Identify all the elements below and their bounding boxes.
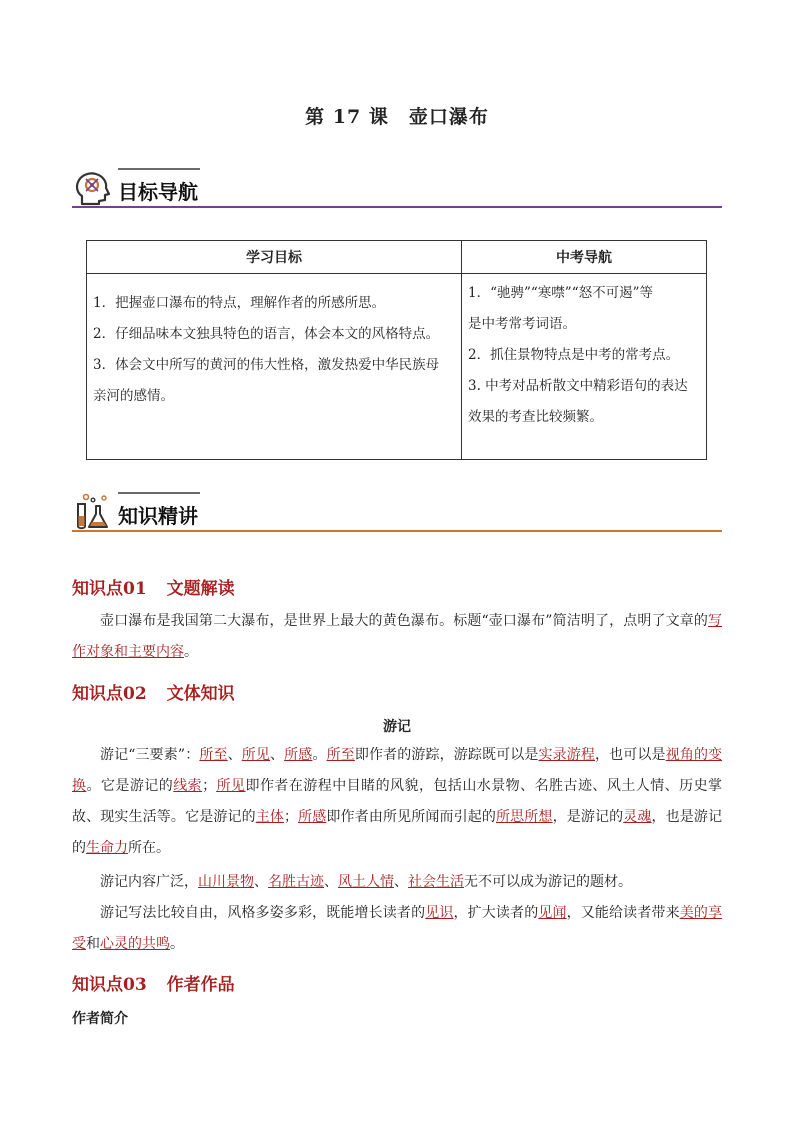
highlight-term: 心灵的共鸣 (100, 936, 170, 952)
lab-flask-icon (72, 492, 112, 532)
exam-guide-line: 1．“驰骋”“寒噤”“怒不可遏”等 (468, 285, 653, 301)
highlight-term: 所感 (284, 747, 313, 763)
section-title-knowledge: 知识精讲 (118, 504, 198, 528)
kp-name: 文体知识 (166, 684, 235, 704)
study-goal-line: 3．体会文中所写的黄河的伟大性格，激发热爱中华民族母 (93, 357, 440, 373)
highlight-term: 生命力 (86, 840, 128, 856)
section-header-goals (72, 168, 722, 210)
highlight-term: 所见 (241, 747, 271, 763)
kp1-paragraph: 壶口瀑布是我国第二大瀑布，是世界上最大的黄色瀑布。标题“壶口瀑布”简洁明了，点明了文章的写作对象和主要内容。 (72, 613, 722, 660)
study-goal-line: 亲河的感情。 (93, 388, 174, 404)
highlight-term: 所至 (326, 747, 355, 763)
highlight-term: 所思所想 (496, 809, 553, 825)
highlight-term: 山川景物 (198, 874, 254, 890)
highlight-term: 视角的变换 (72, 747, 723, 794)
highlight-term: 名胜古迹 (268, 874, 324, 890)
section-deco-line (118, 168, 200, 170)
highlight-term: 写作对象和主要内容 (72, 613, 722, 660)
exam-guide-line: 效果的考查比较频繁。 (468, 409, 603, 425)
section-rule-goals (72, 206, 722, 208)
highlight-term: 社会生活 (408, 874, 464, 890)
author-intro-heading: 作者简介 (72, 1011, 128, 1027)
exam-guide-cell (462, 274, 707, 460)
section-deco-line (118, 492, 200, 494)
goals-table (86, 240, 707, 460)
exam-guide-line: 3. 中考对品析散文中精彩语句的表达 (468, 378, 688, 394)
highlight-term: 实录游程 (538, 747, 596, 763)
highlight-term: 所至 (199, 747, 228, 763)
kp2-paragraph-1: 游记“三要素”：所至、所见、所感。所至即作者的游踪，游踪既可以是实录游程，也可以是视角的变换。它是游记的线索；所见即作者在游程中目睹的风貌，包括山水景物、名胜古迹、风土人情、历史掌故、现实生活等。它是游记的主体；所感即作者由所见所闻而引起的所思所想，是游记的灵魂，也是游记的生命力所在。 (72, 747, 723, 856)
kp2-paragraph-3: 游记写法比较自由，风格多姿多彩，既能增长读者的见识，扩大读者的见闻，又能给读者带来美的享受和心灵的共鸣。 (72, 905, 723, 952)
exam-guide-line: 2．抓住景物特点是中考的常考点。 (468, 347, 680, 363)
study-goals-cell (87, 274, 462, 460)
kp-name: 作者作品 (166, 975, 235, 995)
section-rule-knowledge (72, 530, 722, 532)
knowledge-point-02-heading (72, 679, 235, 704)
highlight-term: 见闻 (538, 905, 567, 921)
page-title: 第 17 课 壶口瀑布 (305, 106, 489, 128)
study-goal-line: 1．把握壶口瀑布的特点，理解作者的所感所思。 (93, 295, 386, 311)
goals-header-study: 学习目标 (87, 241, 462, 274)
study-goal-line: 2．仔细品味本文独具特色的语言，体会本文的风格特点。 (93, 326, 440, 342)
highlight-term: 风土人情 (338, 874, 394, 890)
kp2-paragraph-2: 游记内容广泛，山川景物、名胜古迹、风土人情、社会生活无不可以成为游记的题材。 (100, 874, 632, 890)
highlight-term: 所见 (216, 778, 246, 794)
kp-number: 知识点03 (72, 975, 147, 995)
highlight-term: 所感 (298, 809, 327, 825)
highlight-term: 灵魂 (623, 809, 652, 825)
brain-gear-head-icon (72, 168, 112, 208)
highlight-term: 美的享受 (72, 905, 723, 952)
kp-name: 文题解读 (166, 579, 235, 599)
kp-number: 知识点01 (72, 579, 147, 599)
highlight-term: 线索 (173, 778, 203, 794)
exam-guide-line: 是中考常考词语。 (468, 316, 576, 332)
knowledge-point-03-heading (72, 970, 235, 995)
goals-header-exam: 中考导航 (462, 241, 707, 274)
highlight-term: 见识 (425, 905, 454, 921)
kp-number: 知识点02 (72, 684, 147, 704)
section-header-knowledge (72, 492, 722, 534)
highlight-term: 主体 (255, 809, 285, 825)
kp2-subtitle: 游记 (383, 719, 411, 735)
knowledge-point-01-heading (72, 574, 235, 599)
section-title-goals: 目标导航 (118, 180, 198, 204)
